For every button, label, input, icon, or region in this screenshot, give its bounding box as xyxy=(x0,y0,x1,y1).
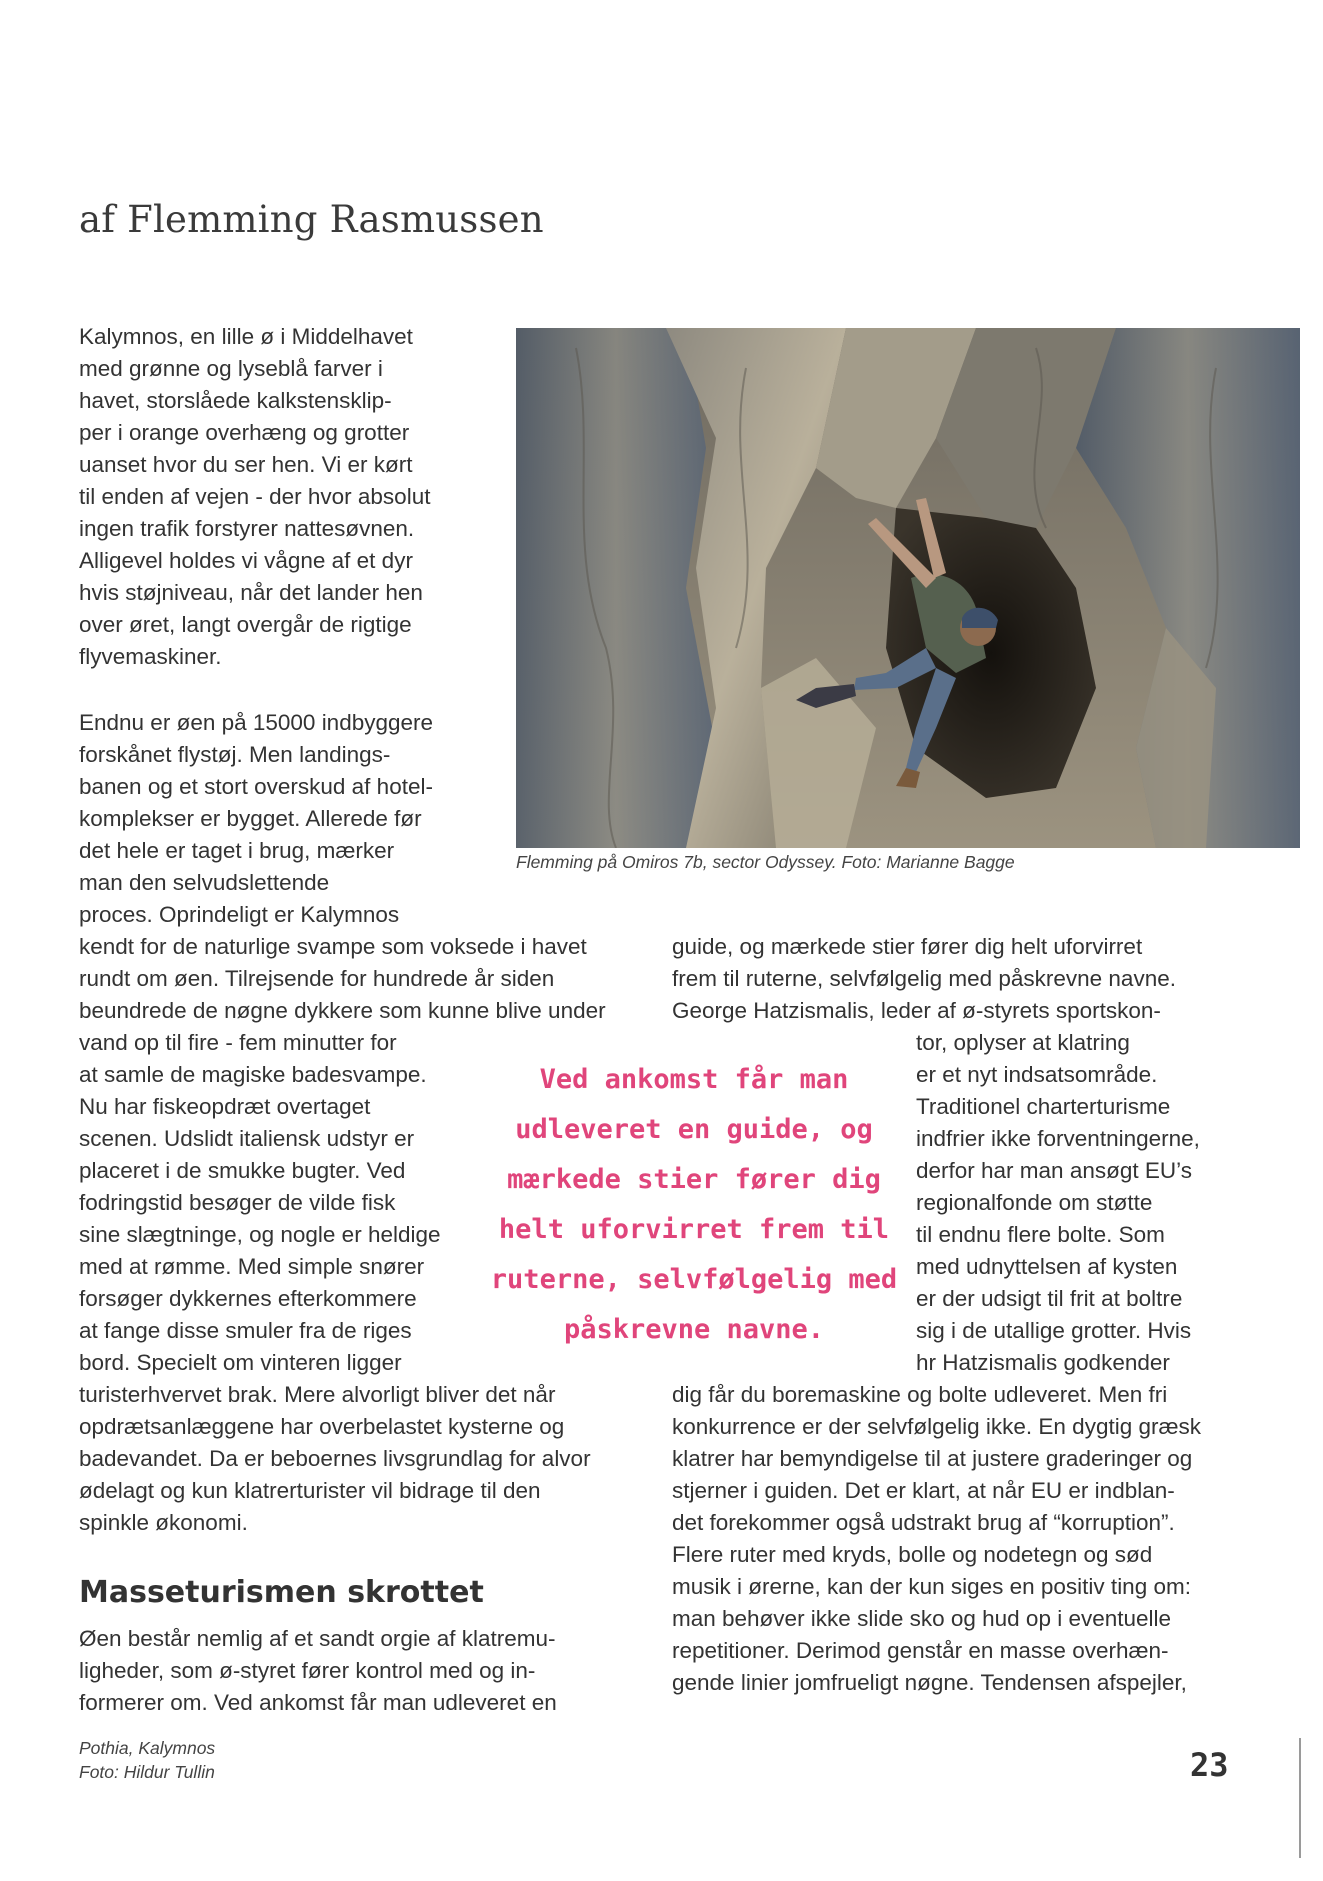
text-line: Flere ruter med kryds, bolle og nodetegn og sød xyxy=(672,1542,1153,1567)
text-line: proces. Oprindeligt er Kalymnos xyxy=(79,902,400,927)
text-line: til enden af vejen - der hvor absolut xyxy=(79,484,431,509)
text-line: er der udsigt til frit at boltre xyxy=(916,1286,1183,1311)
text-line: sine slægtninge, og nogle er heldige xyxy=(79,1222,441,1247)
section-heading: Masseturismen skrottet xyxy=(79,1575,484,1610)
text-line: flyvemaskiner. xyxy=(79,644,222,669)
text-line: med at rømme. Med simple snører xyxy=(79,1254,425,1279)
text-line: guide, og mærkede stier fører dig helt uforvirret xyxy=(672,934,1143,959)
text-line: ødelagt og kun klatrerturister vil bidrage til den xyxy=(79,1478,541,1503)
text-line: forskånet flystøj. Men landings- xyxy=(79,742,391,767)
text-line: det hele er taget i brug, mærker xyxy=(79,838,395,863)
pull-quote-line: Ved ankomst får man xyxy=(539,1064,849,1095)
page-edge-rule xyxy=(1299,1738,1301,1858)
climber-on-rock-illustration xyxy=(516,328,1300,848)
text-line: banen og et stort overskud af hotel- xyxy=(79,774,433,799)
text-line: rundt om øen. Tilrejsende for hundrede år siden xyxy=(79,966,555,991)
text-line: formerer om. Ved ankomst får man udleveret en xyxy=(79,1690,557,1715)
article-byline: af Flemming Rasmussen xyxy=(79,198,544,241)
pull-quote-line: mærkede stier fører dig xyxy=(507,1164,881,1195)
pull-quote-line: udleveret en guide, og xyxy=(515,1114,873,1145)
text-line: gende linier jomfrueligt nøgne. Tendensen afspejler, xyxy=(672,1670,1187,1695)
text-line: frem til ruterne, selvfølgelig med påskrevne navne. xyxy=(672,966,1176,991)
text-line: uanset hvor du ser hen. Vi er kørt xyxy=(79,452,413,477)
text-line: at samle de magiske badesvampe. xyxy=(79,1062,427,1087)
text-line: komplekser er bygget. Allerede før xyxy=(79,806,422,831)
text-line: man den selvudslettende xyxy=(79,870,330,895)
text-line: dig får du boremaskine og bolte udleveret. Men fri xyxy=(672,1382,1168,1407)
text-line: er et nyt indsatsområde. xyxy=(916,1062,1158,1087)
text-line: stjerner i guiden. Det er klart, at når EU er indblan- xyxy=(672,1478,1175,1503)
pull-quote-line: helt uforvirret frem til xyxy=(498,1214,890,1245)
pull-quote-line: påskrevne navne. xyxy=(563,1314,825,1345)
text-line: opdrætsanlæggene har overbelastet kysterne og xyxy=(79,1414,565,1439)
text-line: man behøver ikke slide sko og hud op i eventuelle xyxy=(672,1606,1172,1631)
text-line: Traditionel charterturisme xyxy=(916,1094,1171,1119)
text-line: badevandet. Da er beboernes livsgrundlag for alvor xyxy=(79,1446,591,1471)
text-line: vand op til fire - fem minutter for xyxy=(79,1030,397,1055)
text-line: tor, oplyser at klatring xyxy=(916,1030,1130,1055)
text-line: hvis støjniveau, når det lander hen xyxy=(79,580,423,605)
text-line: havet, storslåede kalkstensklip- xyxy=(79,388,392,413)
text-line: scenen. Udslidt italiensk udstyr er xyxy=(79,1126,415,1151)
text-line: regionalfonde om støtte xyxy=(916,1190,1153,1215)
text-line: turisterhvervet brak. Mere alvorligt bliver det når xyxy=(79,1382,556,1407)
text-line: fodringstid besøger de vilde fisk xyxy=(79,1190,396,1215)
text-line: konkurrence er der selvfølgelig ikke. En dygtig græsk xyxy=(672,1414,1201,1439)
text-line: det forekommer også udstrakt brug af “korruption”. xyxy=(672,1510,1175,1535)
text-line: Endnu er øen på 15000 indbyggere xyxy=(79,710,434,735)
page-number: 23 xyxy=(1190,1746,1229,1784)
footer-caption-line2: Foto: Hildur Tullin xyxy=(79,1762,215,1782)
pull-quote-line: ruterne, selvfølgelig med xyxy=(490,1264,898,1295)
text-line: klatrer har bemyndigelse til at justere graderinger og xyxy=(672,1446,1193,1471)
text-line: Kalymnos, en lille ø i Middelhavet xyxy=(79,324,413,349)
text-line: musik i ørerne, kan der kun siges en positiv ting om: xyxy=(672,1574,1191,1599)
text-line: George Hatzismalis, leder af ø-styrets sportskon- xyxy=(672,998,1161,1023)
text-line: ingen trafik forstyrer nattesøvnen. xyxy=(79,516,415,541)
text-line: bord. Specielt om vinteren ligger xyxy=(79,1350,402,1375)
text-line: med grønne og lyseblå farver i xyxy=(79,356,383,381)
photo-caption: Flemming på Omiros 7b, sector Odyssey. Foto: Marianne Bagge xyxy=(516,852,1015,872)
text-line: at fange disse smuler fra de riges xyxy=(79,1318,412,1343)
text-line: indfrier ikke forventningerne, xyxy=(916,1126,1200,1151)
text-line: med udnyttelsen af kysten xyxy=(916,1254,1178,1279)
text-line: Øen består nemlig af et sandt orgie af klatremu- xyxy=(79,1626,556,1651)
text-line: beundrede de nøgne dykkere som kunne blive under xyxy=(79,998,606,1023)
text-line: kendt for de naturlige svampe som voksede i havet xyxy=(79,934,587,959)
climbing-photo xyxy=(516,328,1300,848)
text-line: Alligevel holdes vi vågne af et dyr xyxy=(79,548,413,573)
text-line: sig i de utallige grotter. Hvis xyxy=(916,1318,1192,1343)
text-line: over øret, langt overgår de rigtige xyxy=(79,612,412,637)
text-line: hr Hatzismalis godkender xyxy=(916,1350,1170,1375)
text-line: repetitioner. Derimod genstår en masse overhæn- xyxy=(672,1638,1169,1663)
footer-caption-line1: Pothia, Kalymnos xyxy=(79,1738,216,1758)
text-line: placeret i de smukke bugter. Ved xyxy=(79,1158,406,1183)
text-line: forsøger dykkernes efterkommere xyxy=(79,1286,417,1311)
text-line: til endnu flere bolte. Som xyxy=(916,1222,1165,1247)
text-line: spinkle økonomi. xyxy=(79,1510,248,1535)
text-line: ligheder, som ø-styret fører kontrol med og in- xyxy=(79,1658,536,1683)
text-line: derfor har man ansøgt EU’s xyxy=(916,1158,1192,1183)
text-line: Nu har fiskeopdræt overtaget xyxy=(79,1094,371,1119)
text-line: per i orange overhæng og grotter xyxy=(79,420,410,445)
